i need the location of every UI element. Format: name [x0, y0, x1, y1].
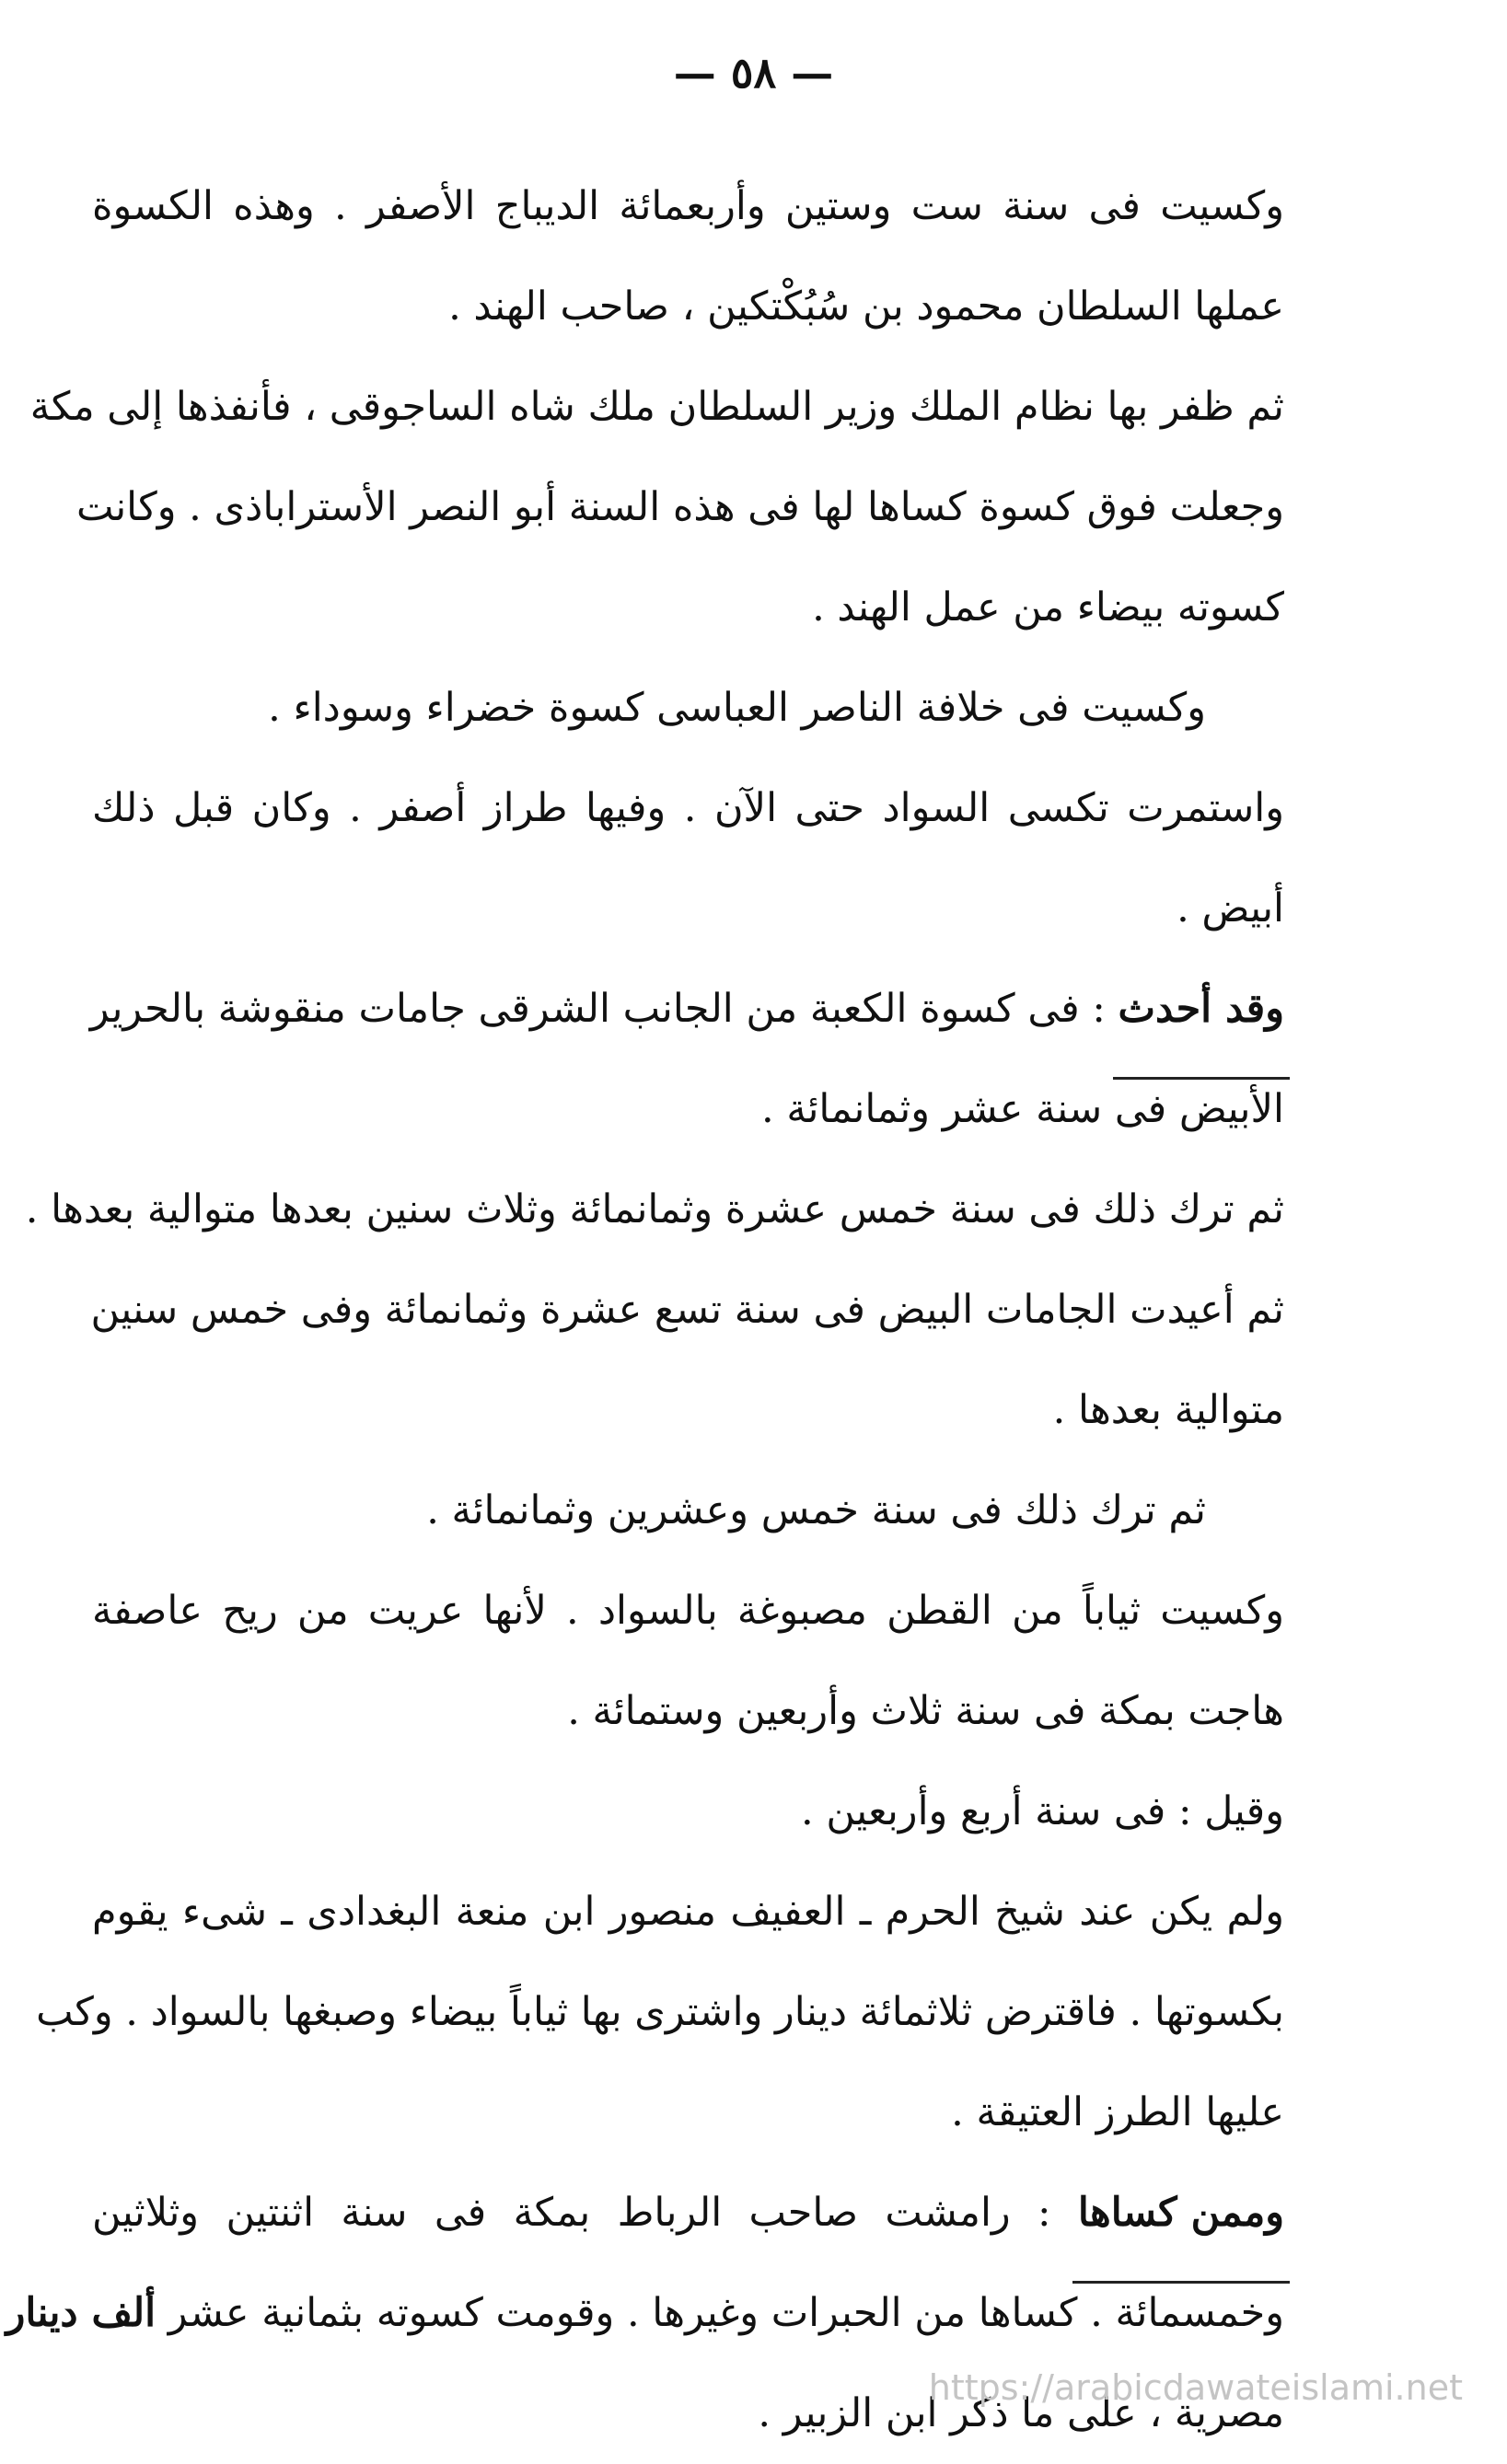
text-line	[6, 2263, 1284, 2364]
text-line: ثم ترك ذلك فى سنة خمس وعشرين وثمانمائة .	[426, 1487, 1206, 1533]
text-line	[89, 959, 1284, 1059]
text-line-rest: وخمسمائة . كساها من الحبرات وغيرها . وقومت كسوته بثمانية عشر	[168, 2290, 1284, 2336]
text-line: واستمرت تكسى السواد حتى الآن . وفيها طراز أصفر . وكان قبل ذلك	[92, 785, 1284, 831]
text-line: عليها الطرز العتيقة .	[951, 2089, 1284, 2135]
text-line: ولم يكن عند شيخ الحرم ـ العفيف منصور ابن منعة البغدادى ـ شىء يقوم	[92, 1889, 1284, 1935]
text-line: وكسيت فى خلافة الناصر العباسى كسوة خضراء وسوداء .	[268, 685, 1206, 731]
text-line: الأبيض فى سنة عشر وثمانمائة .	[761, 1086, 1284, 1132]
watermark-url: https://arabicdawateislami.net	[928, 2367, 1463, 2408]
section-marker: وقد أحدث	[1119, 959, 1284, 1059]
text-line: ثم ترك ذلك فى سنة خمس عشرة وثمانمائة وثلاث سنين بعدها متوالية بعدها .	[25, 1186, 1284, 1232]
text-line: ثم ظفر بها نظام الملك وزير السلطان ملك شاه الساجوقى ، فأنفذها إلى مكة	[29, 384, 1284, 430]
text-line-rest: : رامشت صاحب الرباط بمكة فى سنة اثنتين وثلاثين	[92, 2190, 1051, 2236]
section-marker: وممن كساها	[1078, 2163, 1284, 2263]
text-line: أبيض .	[1177, 885, 1284, 931]
text-line: كسوته بيضاء من عمل الهند .	[812, 584, 1284, 630]
text-line: ثم أعيدت الجامات البيض فى سنة تسع عشرة وثمانمائة وفى خمس سنين	[90, 1287, 1284, 1333]
emphasized-text: ألف دينار	[6, 2290, 156, 2336]
text-line: عملها السلطان محمود بن سُبُكْتكين ، صاحب الهند .	[448, 283, 1284, 330]
text-line-rest: : فى كسوة الكعبة من الجانب الشرقى جامات منقوشة بالحرير	[89, 986, 1106, 1032]
body-text	[6, 156, 1284, 2464]
page-number: — ٥٨ —	[673, 48, 834, 98]
text-line: وكسيت فى سنة ست وستين وأربعمائة الديباج الأصفر . وهذه الكسوة	[92, 183, 1284, 229]
text-line: هاجت بمكة فى سنة ثلاث وأربعين وستمائة .	[567, 1688, 1284, 1734]
text-line: وجعلت فوق كسوة كساها لها فى هذه السنة أبو النصر الأستراباذى . وكانت	[75, 484, 1284, 530]
text-line: وقيل : فى سنة أربع وأربعين .	[801, 1788, 1284, 1834]
text-line: مصرية ، على ما ذكر ابن الزبير .	[758, 2390, 1284, 2436]
text-line: بكسوتها . فاقترض ثلاثمائة دينار واشترى بها ثياباً بيضاء وصبغها بالسواد . وكب	[36, 1989, 1284, 2035]
text-line: متوالية بعدها .	[1052, 1387, 1284, 1433]
text-line: وكسيت ثياباً من القطن مصبوغة بالسواد . لأنها عريت من ريح عاصفة	[92, 1588, 1284, 1634]
text-line	[92, 2163, 1284, 2263]
